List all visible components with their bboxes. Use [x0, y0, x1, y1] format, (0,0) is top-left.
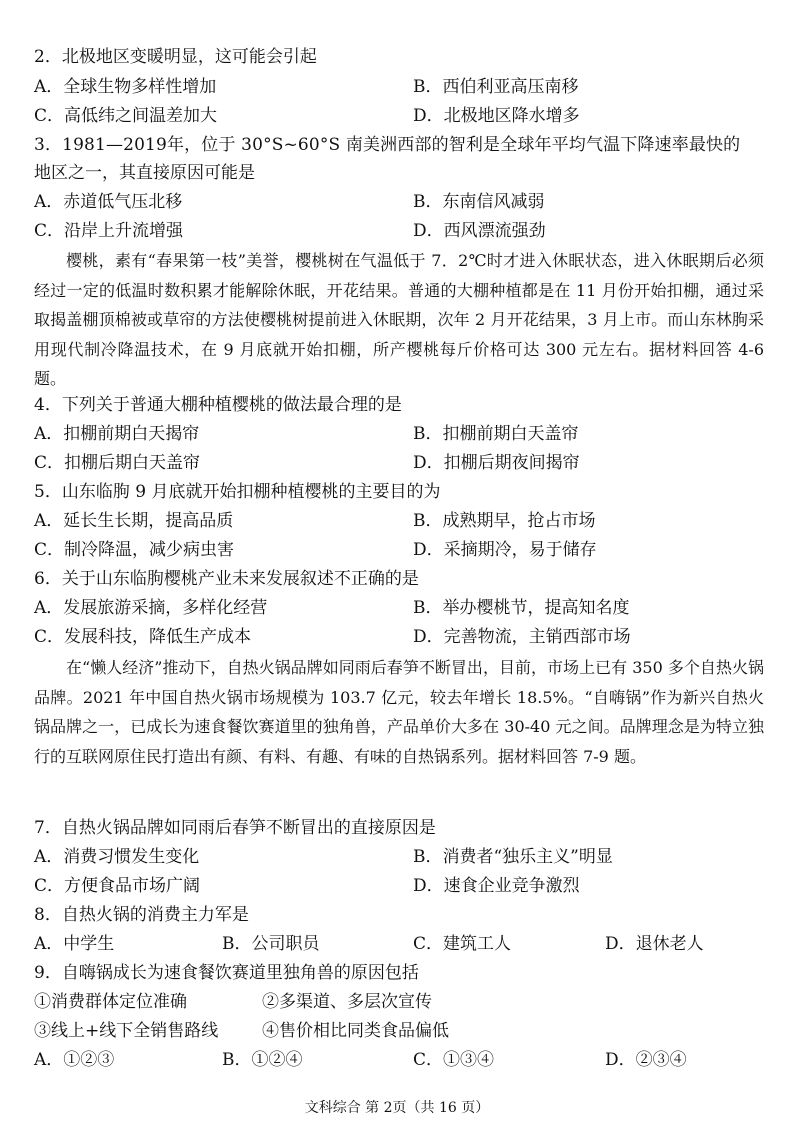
material-hotpot-text: 在“懒人经济”推动下，自热火锅品牌如同雨后春笋不断冒出，目前，市场上已有 350 多个自热火锅品牌。2021 年中国自热火锅市场规模为 103.7 亿元，较去年增长 18.5%。“自嗨锅”作为新兴自热火锅品牌之一，已成长为速食餐饮赛道里的独角兽，产品单价大多在 30-40 元之间。品牌理念是为特立独行的互联网原住民打造出有颜、有料、有趣、有味的自热锅系列。据材料回答 7-9 题。	[34, 658, 764, 766]
question-7-option-d: D．速食企业竞争激烈	[413, 876, 580, 896]
question-3-option-a: A．赤道低气压北移	[34, 192, 183, 212]
question-9-option-a: A．①②③	[34, 1050, 115, 1070]
question-2-option-b: B．西伯利亚高压南移	[413, 77, 579, 97]
question-5-option-d: D．采摘期冷，易于储存	[413, 540, 597, 560]
question-4-stem: 4．下列关于普通大棚种植樱桃的做法最合理的是	[34, 395, 402, 415]
question-4-option-c: C．扣棚后期白天盖帘	[34, 453, 201, 473]
question-9-statement-3: ③线上+线下全销售路线	[34, 1021, 219, 1041]
question-3-option-d: D．西风漂流强劲	[413, 221, 546, 241]
question-5-option-c: C．制冷降温，减少病虫害	[34, 540, 235, 560]
question-2-option-a: A．全球生物多样性增加	[34, 77, 217, 97]
question-8-option-c: C．建筑工人	[413, 934, 512, 954]
question-7-option-c: C．方便食品市场广阔	[34, 876, 201, 896]
question-4-option-b: B．扣棚前期白天盖帘	[413, 424, 579, 444]
material-hotpot	[34, 653, 764, 771]
question-8-stem: 8．自热火锅的消费主力军是	[34, 905, 249, 925]
question-7-stem: 7．自热火锅品牌如同雨后春笋不断冒出的直接原因是	[34, 818, 436, 838]
question-6-option-d: D．完善物流，主销西部市场	[413, 627, 631, 647]
question-4-option-a: A．扣棚前期白天揭帘	[34, 424, 200, 444]
question-2-option-d: D．北极地区降水增多	[413, 106, 580, 126]
question-9-option-c: C．①③④	[413, 1050, 495, 1070]
material-cherry-text: 樱桃，素有“春果第一枝”美誉，樱桃树在气温低于 7．2℃时才进入休眠状态，进入休眠期后必须经过一定的低温时数积累才能解除休眠，开花结果。普通的大棚种植都是在 11 月份开始扣棚，通过采取揭盖棚顶棉被或草帘的方法使樱桃树提前进入休眠期，次年 2 月开花结果，3 月上市。而山东林朐采用现代制冷降温技术，在 9 月底就开始扣棚，所产樱桃每斤价格可达 300 元左右。据材料回答 4-6 题。	[34, 251, 764, 388]
question-6-option-c: C．发展科技，降低生产成本	[34, 627, 252, 647]
question-3-option-c: C．沿岸上升流增强	[34, 221, 184, 241]
question-2-stem: 2．北极地区变暖明显，这可能会引起	[34, 47, 317, 67]
question-9-stem: 9．自嗨锅成长为速食餐饮赛道里独角兽的原因包括	[34, 963, 419, 983]
question-2-option-c: C．高低纬之间温差加大	[34, 106, 218, 126]
question-3-stem-line-2: 地区之一，其直接原因可能是	[34, 163, 255, 183]
page-footer: 文科综合 第 2页（共 16 页）	[304, 1100, 490, 1116]
question-7-option-b: B．消费者“独乐主义”明显	[413, 847, 613, 867]
question-5-option-a: A．延长生长期，提高品质	[34, 511, 234, 531]
material-cherry	[34, 246, 764, 394]
question-9-statement-4: ④售价相比同类食品偏低	[262, 1021, 449, 1041]
question-6-option-a: A．发展旅游采摘，多样化经营	[34, 598, 268, 618]
question-7-option-a: A．消费习惯发生变化	[34, 847, 200, 867]
question-3-option-b: B．东南信风减弱	[413, 192, 545, 212]
question-4-option-d: D．扣棚后期夜间揭帘	[413, 453, 580, 473]
question-8-option-a: A．中学生	[34, 934, 115, 954]
question-8-option-b: B．公司职员	[222, 934, 320, 954]
question-5-option-b: B．成熟期早，抢占市场	[413, 511, 596, 531]
question-9-option-d: D．②③④	[605, 1050, 687, 1070]
question-9-option-b: B．①②④	[222, 1050, 303, 1070]
question-9-statement-1: ①消费群体定位准确	[34, 992, 187, 1012]
question-5-stem: 5．山东临朐 9 月底就开始扣棚种植樱桃的主要目的为	[34, 482, 441, 502]
question-9-statement-2: ②多渠道、多层次宣传	[262, 992, 432, 1012]
question-6-stem: 6．关于山东临朐樱桃产业未来发展叙述不正确的是	[34, 569, 419, 589]
question-6-option-b: B．举办樱桃节，提高知名度	[413, 598, 630, 618]
question-8-option-d: D．退休老人	[605, 934, 704, 954]
question-3-stem-line-1: 3．1981—2019年，位于 30°S~60°S 南美洲西部的智利是全球年平均气温下降速率最快的	[34, 135, 741, 155]
